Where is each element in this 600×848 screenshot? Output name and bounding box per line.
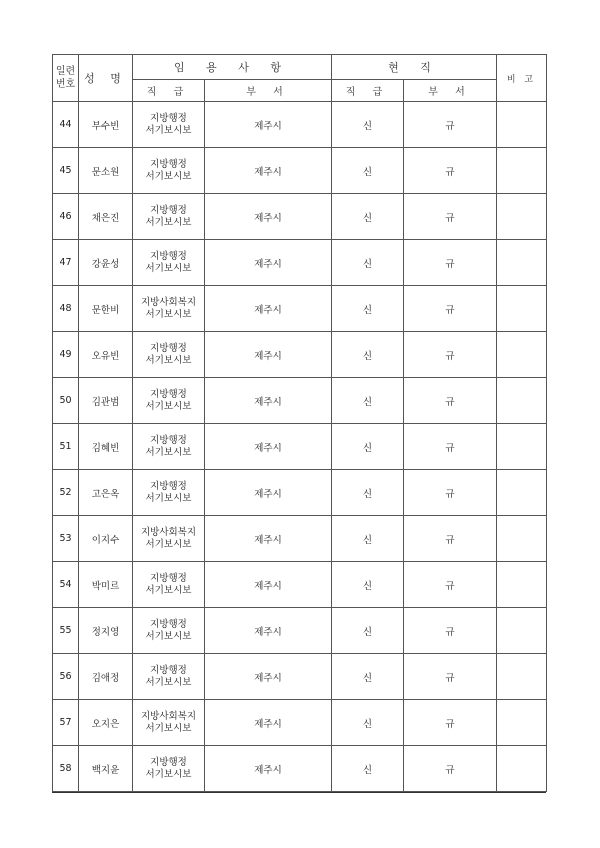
serial-number-cell: 47 [53,240,79,286]
table-row [53,654,547,700]
grade-line1: 지방행정 [150,389,187,400]
appointment-grade-cell [133,148,205,194]
grade-line2: 서기보시보 [145,216,192,228]
remark-cell [497,746,547,792]
current-grade-cell: 신 [332,378,404,424]
appointment-dept-cell: 제주시 [205,562,332,608]
appointment-grade-cell [133,378,205,424]
current-dept-cell: 규 [404,286,497,332]
appointment-dept-cell: 제주시 [205,700,332,746]
name-cell: 김관범 [79,378,133,424]
grade-line2: 서기보시보 [145,676,192,688]
appointment-dept-cell: 제주시 [205,470,332,516]
appointment-dept-cell: 제주시 [205,332,332,378]
name-cell: 백지윤 [79,746,133,792]
serial-number-cell: 45 [53,148,79,194]
serial-number-cell: 50 [53,378,79,424]
table-row [53,424,547,470]
appointment-dept-cell: 제주시 [205,194,332,240]
name-cell: 강윤성 [79,240,133,286]
current-dept-cell: 규 [404,700,497,746]
remark-cell [497,240,547,286]
serial-number-cell: 57 [53,700,79,746]
grade-line1: 지방행정 [150,619,187,630]
table-row [53,286,547,332]
grade-line1: 지방사회복지 [140,527,197,538]
current-dept-cell: 규 [404,562,497,608]
current-grade-cell: 신 [332,700,404,746]
serial-number-cell: 55 [53,608,79,654]
serial-number-cell: 48 [53,286,79,332]
serial-number-cell: 49 [53,332,79,378]
serial-number-cell: 54 [53,562,79,608]
appointment-dept-cell: 제주시 [205,516,332,562]
appointment-grade-cell [133,424,205,470]
appointment-dept-cell: 제주시 [205,240,332,286]
appointment-grade-cell [133,194,205,240]
grade-line2: 서기보시보 [145,630,192,642]
grade-line2: 서기보시보 [145,124,192,136]
current-dept-cell: 규 [404,654,497,700]
current-dept-cell: 규 [404,746,497,792]
remark-cell [497,148,547,194]
grade-line2: 서기보시보 [145,722,192,734]
remark-cell [497,470,547,516]
grade-line2: 서기보시보 [145,354,192,366]
remark-cell [497,654,547,700]
appointment-dept-cell: 제주시 [205,654,332,700]
table-bottom-border [52,792,546,793]
table-row [53,148,547,194]
name-cell: 고은옥 [79,470,133,516]
grade-line1: 지방행정 [150,113,187,124]
name-cell: 채은진 [79,194,133,240]
table-row [53,516,547,562]
current-dept-cell: 규 [404,194,497,240]
appointment-grade-cell [133,332,205,378]
appointment-grade-cell [133,746,205,792]
table-row [53,332,547,378]
current-grade-cell: 신 [332,148,404,194]
grade-line2: 서기보시보 [145,492,192,504]
table-row [53,700,547,746]
name-cell: 문한비 [79,286,133,332]
grade-line1: 지방행정 [150,665,187,676]
appointment-grade-header: 직 급 [133,80,205,102]
current-grade-header: 직 급 [332,80,404,102]
remark-cell [497,378,547,424]
serial-number-cell: 58 [53,746,79,792]
appointment-grade-cell [133,470,205,516]
serial-header-line2: 번호 [55,79,76,90]
table-row [53,378,547,424]
grade-line2: 서기보시보 [145,262,192,274]
table-row [53,608,547,654]
grade-line2: 서기보시보 [145,446,192,458]
appointment-dept-cell: 제주시 [205,424,332,470]
remark-header: 비 고 [497,55,547,102]
table-row [53,102,547,148]
table-row [53,746,547,792]
grade-line2: 서기보시보 [145,308,192,320]
appointment-dept-cell: 제주시 [205,102,332,148]
current-dept-cell: 규 [404,240,497,286]
serial-number-cell: 51 [53,424,79,470]
remark-cell [497,332,547,378]
remark-cell [497,608,547,654]
appointment-grade-cell [133,102,205,148]
table-row [53,562,547,608]
appointment-dept-cell: 제주시 [205,148,332,194]
current-dept-header: 부 서 [404,80,497,102]
name-cell: 김혜빈 [79,424,133,470]
table-row [53,194,547,240]
current-dept-cell: 규 [404,102,497,148]
table-body [53,102,547,792]
current-grade-cell: 신 [332,194,404,240]
serial-header-line1: 일련 [55,66,76,77]
remark-cell [497,516,547,562]
table-row [53,240,547,286]
serial-number-cell: 53 [53,516,79,562]
current-grade-cell: 신 [332,608,404,654]
current-dept-cell: 규 [404,378,497,424]
current-dept-cell: 규 [404,148,497,194]
grade-line1: 지방행정 [150,435,187,446]
name-cell: 김애정 [79,654,133,700]
name-cell: 문소원 [79,148,133,194]
remark-cell [497,562,547,608]
current-grade-cell: 신 [332,286,404,332]
name-cell: 이지수 [79,516,133,562]
current-grade-cell: 신 [332,562,404,608]
name-cell: 부수빈 [79,102,133,148]
appointment-grade-cell [133,562,205,608]
appointment-dept-cell: 제주시 [205,378,332,424]
remark-cell [497,424,547,470]
table-header [53,55,547,102]
current-dept-cell: 규 [404,332,497,378]
appointment-dept-cell: 제주시 [205,608,332,654]
current-grade-cell: 신 [332,746,404,792]
serial-number-cell: 56 [53,654,79,700]
serial-number-cell: 44 [53,102,79,148]
grade-line1: 지방행정 [150,205,187,216]
current-dept-cell: 규 [404,470,497,516]
appointment-table [52,54,547,792]
current-dept-cell: 규 [404,608,497,654]
appointment-grade-cell [133,608,205,654]
appointment-dept-header: 부 서 [205,80,332,102]
remark-cell [497,102,547,148]
grade-line2: 서기보시보 [145,584,192,596]
serial-number-cell: 46 [53,194,79,240]
current-grade-cell: 신 [332,102,404,148]
appointment-grade-cell [133,240,205,286]
grade-line2: 서기보시보 [145,768,192,780]
current-grade-cell: 신 [332,424,404,470]
current-position-header: 현 직 [332,55,497,80]
grade-line1: 지방행정 [150,757,187,768]
table-row [53,470,547,516]
grade-line2: 서기보시보 [145,400,192,412]
appointment-grade-cell [133,516,205,562]
remark-cell [497,700,547,746]
grade-line1: 지방행정 [150,481,187,492]
current-grade-cell: 신 [332,654,404,700]
serial-number-header [53,55,79,102]
appointment-grade-cell [133,654,205,700]
appointment-dept-cell: 제주시 [205,286,332,332]
name-cell: 정지영 [79,608,133,654]
name-cell: 오지은 [79,700,133,746]
appointment-header: 임 용 사 항 [133,55,332,80]
grade-line2: 서기보시보 [145,170,192,182]
current-dept-cell: 규 [404,424,497,470]
remark-cell [497,286,547,332]
grade-line1: 지방행정 [150,573,187,584]
appointment-grade-cell [133,700,205,746]
grade-line1: 지방사회복지 [140,711,197,722]
grade-line1: 지방행정 [150,251,187,262]
current-grade-cell: 신 [332,332,404,378]
name-header: 성 명 [79,55,133,102]
appointment-grade-cell [133,286,205,332]
remark-cell [497,194,547,240]
appointment-dept-cell: 제주시 [205,746,332,792]
grade-line2: 서기보시보 [145,538,192,550]
name-cell: 오유빈 [79,332,133,378]
name-cell: 박미르 [79,562,133,608]
current-grade-cell: 신 [332,240,404,286]
current-dept-cell: 규 [404,516,497,562]
grade-line1: 지방행정 [150,343,187,354]
current-grade-cell: 신 [332,516,404,562]
grade-line1: 지방사회복지 [140,297,197,308]
grade-line1: 지방행정 [150,159,187,170]
serial-number-cell: 52 [53,470,79,516]
current-grade-cell: 신 [332,470,404,516]
